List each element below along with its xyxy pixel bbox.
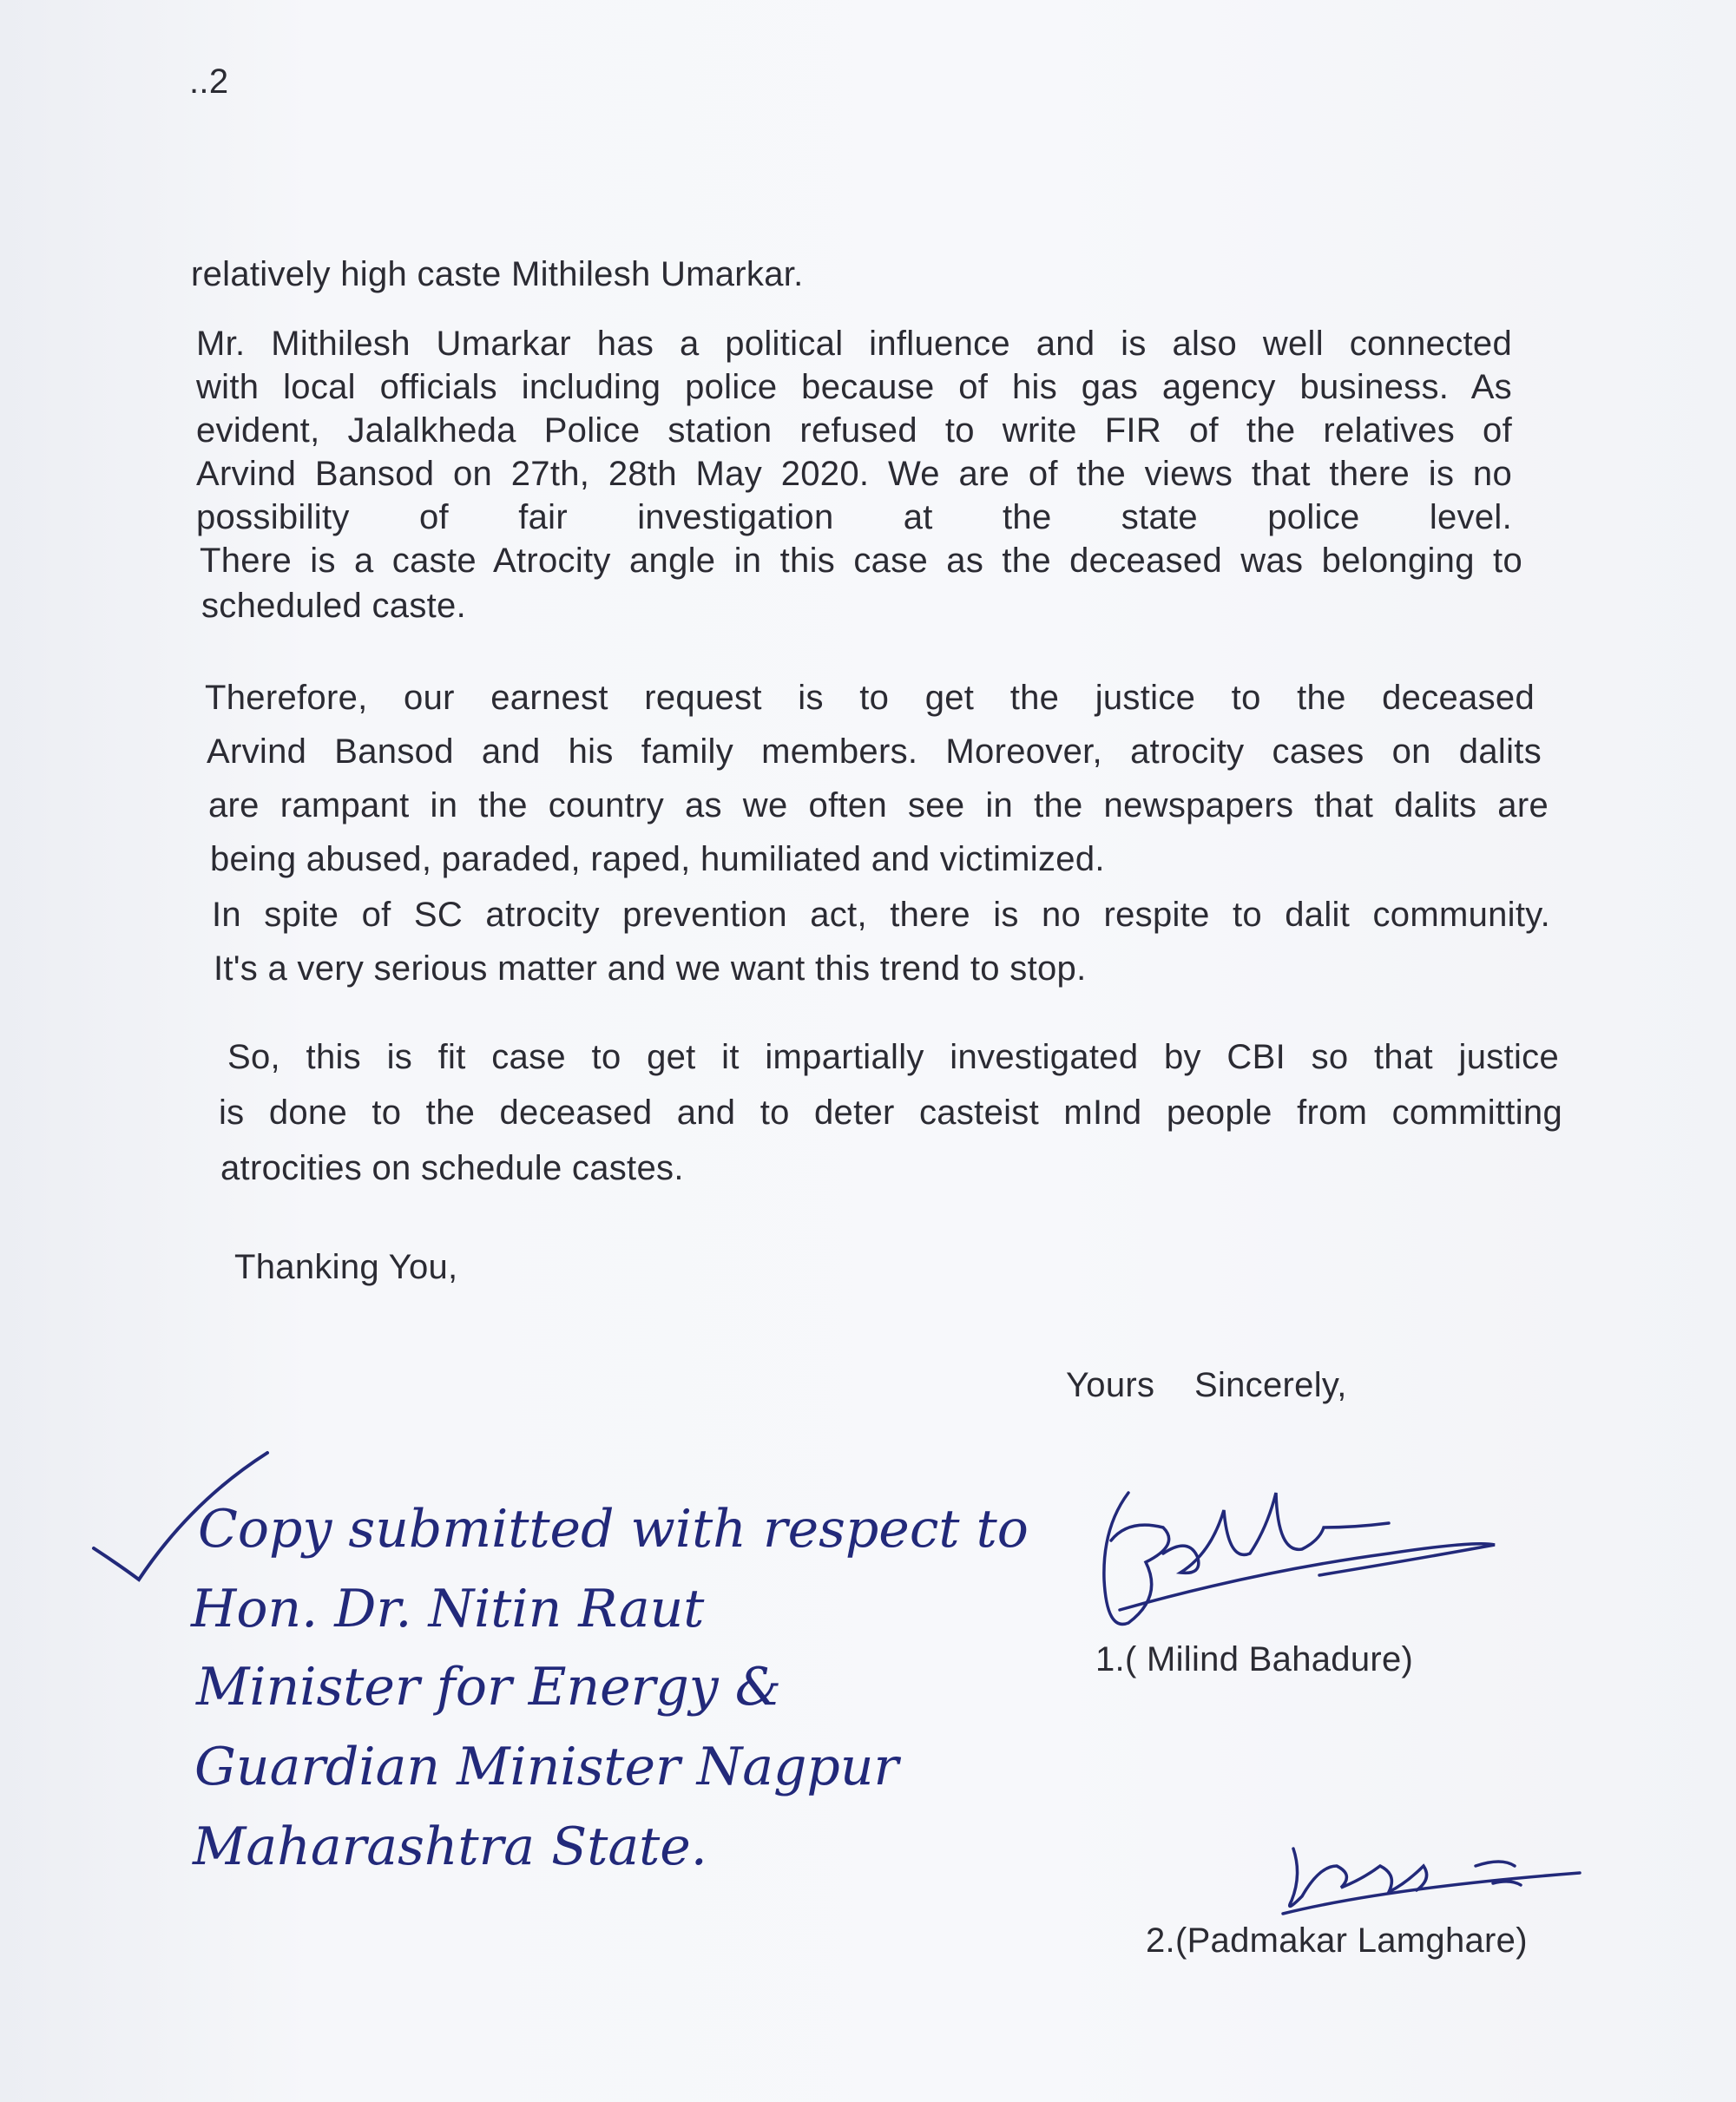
signature-lamghare <box>1283 1849 1580 1914</box>
para2-line: Arvind Bansod and his family members. Moreover, atrocity cases on dalits <box>207 732 1542 771</box>
note-line: Minister for Energy & <box>196 1657 782 1718</box>
signatory-2-name: 2.(Padmakar Lamghare) <box>1146 1921 1528 1960</box>
para1-line: possibility of fair investigation at the state police level. <box>196 498 1512 536</box>
para3-line: is done to the deceased and to deter casteist mInd people from committing <box>219 1094 1562 1132</box>
closing-text: Thanking You, <box>234 1248 458 1286</box>
note-line: Copy submitted with respect to <box>198 1499 1029 1560</box>
para2-line: In spite of SC atrocity prevention act, there is no respite to dalit community. <box>212 896 1550 934</box>
sign-off: Yours Sincerely, <box>1066 1366 1347 1404</box>
para1-line: Mr. Mithilesh Umarkar has a political influence and is also well connected <box>196 325 1512 363</box>
note-line: Maharashtra State. <box>193 1816 707 1877</box>
intro-line: relatively high caste Mithilesh Umarkar. <box>191 255 804 293</box>
para2-line: It's a very serious matter and we want this trend to stop. <box>214 949 1087 988</box>
para3-line: atrocities on schedule castes. <box>220 1149 684 1187</box>
para1-line: There is a caste Atrocity angle in this case as the deceased was belonging to <box>200 542 1522 580</box>
para1-line: evident, Jalalkheda Police station refused to write FIR of the relatives of <box>196 411 1512 450</box>
note-line: Hon. Dr. Nitin Raut <box>191 1579 705 1639</box>
signatory-1-name: 1.( Milind Bahadure) <box>1095 1640 1414 1678</box>
note-line: Guardian Minister Nagpur <box>194 1737 899 1797</box>
para2-line: are rampant in the country as we often see in the newspapers that dalits are <box>208 786 1549 824</box>
para1-line: scheduled caste. <box>201 587 466 625</box>
para2-line: Therefore, our earnest request is to get the justice to the deceased <box>205 679 1535 717</box>
para1-line: with local officials including police because of his gas agency business. As <box>196 368 1512 406</box>
para3-line: So, this is fit case to get it impartially investigated by CBI so that justice <box>227 1038 1559 1076</box>
page-number: ..2 <box>189 62 229 101</box>
signature-bahadure <box>1104 1493 1495 1624</box>
para2-line: being abused, paraded, raped, humiliated and victimized. <box>210 840 1105 878</box>
para1-line: Arvind Bansod on 27th, 28th May 2020. We are of the views that there is no <box>196 455 1512 493</box>
